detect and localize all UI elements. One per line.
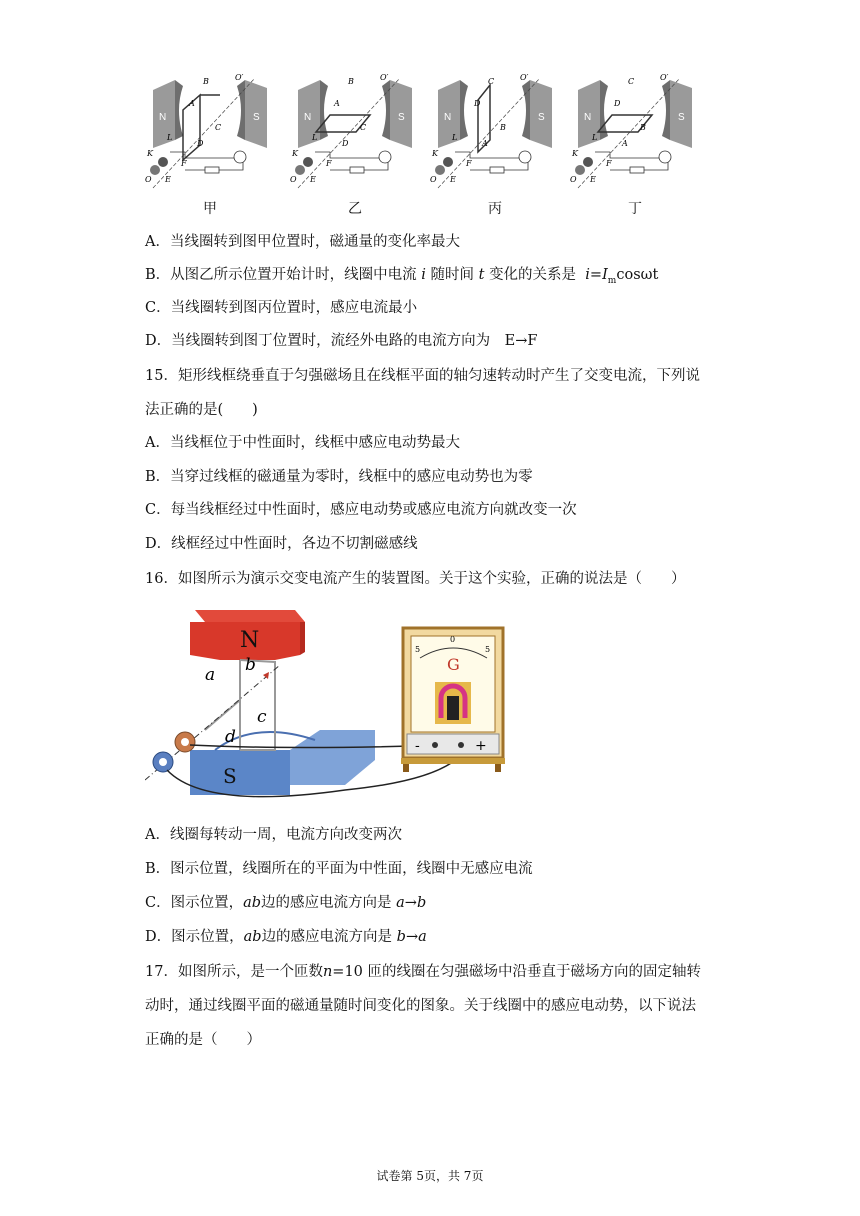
coil-corner-top-label: B [203, 77, 209, 86]
coil-corner-bottom-label: A [482, 139, 488, 148]
terminal-f-label: F [606, 159, 612, 168]
coil-corner-top-label: C [488, 77, 495, 86]
coil-corner-bottom-label: D [342, 139, 349, 148]
brush-k-label: K [572, 149, 578, 158]
coil-label-b: b [245, 655, 256, 675]
magnet-s-label: S [678, 112, 685, 123]
coil-corner-left-label: A [334, 99, 340, 108]
coil-corner-right-label: C [360, 123, 367, 132]
q16-stem: 16．如图所示为演示交变电流产生的装置图。关于这个实验，正确的说法是（ ） [145, 571, 686, 587]
generator-panel-1 [145, 70, 275, 220]
panel-caption: 丙 [488, 201, 502, 217]
axis-o-label: O [145, 175, 152, 184]
q15-option-a: A．当线框位于中性面时，线框中感应电动势最大 [145, 435, 460, 451]
q16-option-a: A．线圈每转动一周，电流方向改变两次 [145, 827, 402, 843]
coil-corner-left-label: D [614, 99, 621, 108]
coil-corner-bottom-label: A [622, 139, 628, 148]
brush-l-label: L [592, 133, 598, 142]
terminal-e-label: E [450, 175, 456, 184]
coil-corner-right-label: B [640, 123, 646, 132]
galvanometer-scale-zero: 0 [450, 635, 456, 644]
brush-k-label: K [147, 149, 153, 158]
magnet-s-label: S [223, 764, 237, 788]
axis-o-prime-label: O′ [660, 73, 669, 82]
panel-caption: 乙 [348, 201, 362, 217]
galvanometer-scale-right: 5 [485, 645, 491, 654]
terminal-e-label: E [590, 175, 596, 184]
terminal-f-label: F [181, 159, 187, 168]
terminal-e-label: E [165, 175, 171, 184]
galvanometer-scale-left: 5 [415, 645, 421, 654]
generator-figure-row [145, 70, 705, 220]
coil-corner-bottom-label: D [197, 139, 204, 148]
q14-option-c: C．当线圈转到图丙位置时，感应电流最小 [145, 300, 418, 316]
terminal-e-label: E [310, 175, 316, 184]
page-footer: 试卷第 5页，共 7页 [376, 1169, 484, 1183]
brush-k-label: K [432, 149, 438, 158]
axis-o-label: O [570, 175, 577, 184]
brush-l-label: L [452, 133, 458, 142]
magnet-s-label: S [253, 112, 260, 123]
magnet-n-label: N [304, 112, 312, 123]
brush-k-label: K [292, 149, 298, 158]
q16-option-c: C．图示位置，ab边的感应电流方向是 a→b [145, 895, 427, 911]
galvanometer-plus: + [475, 738, 487, 754]
terminal-f-label: F [326, 159, 332, 168]
coil-corner-left-label: A [189, 99, 195, 108]
coil-corner-right-label: B [500, 123, 506, 132]
q17-stem-line2: 动时，通过线圈平面的磁通量随时间变化的图象。关于线圈中的感应电动势，以下说法 [145, 998, 696, 1014]
coil-label-c: c [257, 707, 267, 727]
coil-corner-top-label: B [348, 77, 354, 86]
magnet-s-label: S [398, 112, 405, 123]
magnet-n-label: N [240, 628, 260, 653]
q15-option-b: B．当穿过线框的磁通量为零时，线框中的感应电动势也为零 [145, 469, 533, 485]
q15-option-c: C．每当线框经过中性面时，感应电动势或感应电流方向就改变一次 [145, 502, 577, 518]
generator-panel-3 [430, 70, 560, 220]
q16-option-b: B．图示位置，线圈所在的平面为中性面，线圈中无感应电流 [145, 861, 533, 877]
coil-corner-right-label: C [215, 123, 222, 132]
q17-stem-line1: 17．如图所示，是一个匝数n=10 匝的线圈在匀强磁场中沿垂直于磁场方向的固定轴转 [145, 964, 702, 980]
axis-o-prime-label: O′ [380, 73, 389, 82]
generator-panel-2 [290, 70, 420, 220]
galvanometer-minus: - [415, 738, 420, 754]
q15-option-d: D．线框经过中性面时，各边不切割磁感线 [145, 536, 418, 552]
q15-stem-line2: 法正确的是( ) [145, 402, 258, 418]
axis-o-prime-label: O′ [235, 73, 244, 82]
q14-option-b: B．从图乙所示位置开始计时，线圈中电流 i 随时间 t 变化的关系是 $i=I_m\cos\omega t$ [145, 267, 659, 286]
generator-panel-4 [570, 70, 700, 220]
brush-l-label: L [312, 133, 318, 142]
magnet-n-label: N [444, 112, 452, 123]
magnet-s-label: S [538, 112, 545, 123]
magnet-n-label: N [584, 112, 592, 123]
ac-generator-apparatus-figure [145, 600, 525, 800]
galvanometer-g-label: G [447, 655, 460, 674]
magnet-n-label: N [159, 112, 167, 123]
axis-o-label: O [290, 175, 297, 184]
q14-option-d: D．当线圈转到图丁位置时，流经外电路的电流方向为 E→F [145, 333, 538, 349]
q16-option-d: D．图示位置，ab边的感应电流方向是 b→a [145, 929, 427, 945]
q17-stem-line3: 正确的是（ ） [145, 1032, 261, 1048]
axis-o-prime-label: O′ [520, 73, 529, 82]
axis-o-label: O [430, 175, 437, 184]
terminal-f-label: F [466, 159, 472, 168]
q14-option-a: A．当线圈转到图甲位置时，磁通量的变化率最大 [145, 234, 460, 250]
coil-corner-top-label: C [628, 77, 635, 86]
panel-caption: 甲 [203, 201, 217, 217]
coil-label-d: d [225, 727, 236, 747]
q15-stem-line1: 15．矩形线框绕垂直于匀强磁场且在线框平面的轴匀速转动时产生了交变电流，下列说 [145, 368, 700, 384]
panel-caption: 丁 [628, 201, 642, 217]
coil-corner-left-label: D [474, 99, 481, 108]
brush-l-label: L [167, 133, 173, 142]
coil-label-a: a [205, 665, 216, 685]
